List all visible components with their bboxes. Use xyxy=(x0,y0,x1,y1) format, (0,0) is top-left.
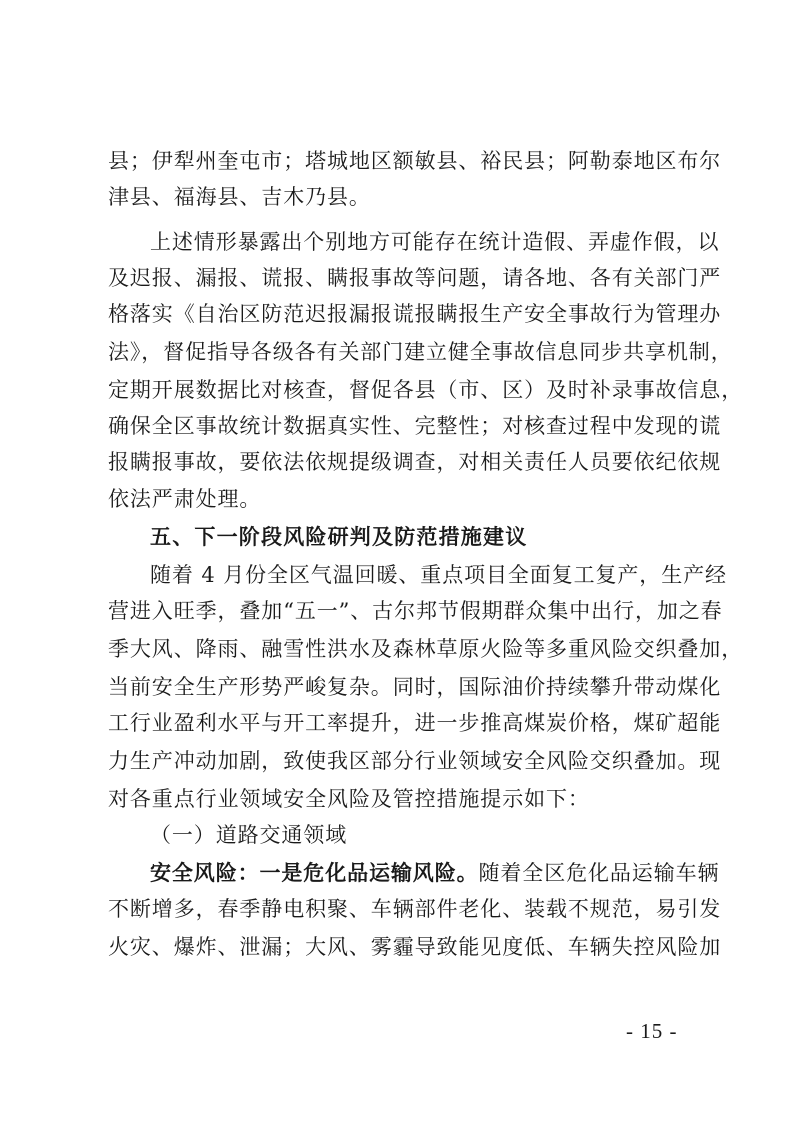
paragraph-line: 定期开展数据比对核查，督促各县（市、区）及时补录事故信息， xyxy=(108,378,744,402)
paragraph-line: 火灾、爆炸、泄漏；大风、雾霾导致能见度低、车辆失控风险加 xyxy=(108,935,722,959)
paragraph-line: 报瞒报事故，要依法依规提级调查，对相关责任人员要依纪依规 xyxy=(108,450,722,474)
paragraph-line xyxy=(150,860,720,886)
paragraph-line: 上述情形暴露出个别地方可能存在统计造假、弄虚作假，以 xyxy=(150,230,720,254)
paragraph-line: 确保全区事故统计数据真实性、完整性；对核查过程中发现的谎 xyxy=(108,414,722,438)
paragraph-line: 县；伊犁州奎屯市；塔城地区额敏县、裕民县；阿勒泰地区布尔 xyxy=(108,149,722,173)
paragraph-line: 工行业盈利水平与开工率提升，进一步推高煤炭价格，煤矿超能 xyxy=(108,711,722,735)
paragraph-line: 对各重点行业领域安全风险及管控措施提示如下： xyxy=(108,787,590,811)
paragraph-line: 季大风、降雨、融雪性洪水及森林草原火险等多重风险交织叠加， xyxy=(108,637,744,661)
section-heading: 五、下一阶段风险研判及防范措施建议 xyxy=(150,525,528,549)
paragraph-line: 格落实《自治区防范迟报漏报谎报瞒报生产安全事故行为管理办 xyxy=(108,302,722,326)
page-number: - 15 - xyxy=(626,1019,678,1043)
risk-lead-text: 安全风险：一是危化品运输风险。 xyxy=(150,861,479,885)
paragraph-line: 不断增多，春季静电积聚、车辆部件老化、装载不规范，易引发 xyxy=(108,897,722,921)
paragraph-line: 法》，督促指导各级各有关部门建立健全事故信息同步共享机制， xyxy=(108,340,733,364)
paragraph-line: 依法严肃处理。 xyxy=(108,487,262,511)
paragraph-line: 当前安全生产形势严峻复杂。同时，国际油价持续攀升带动煤化 xyxy=(108,675,722,699)
subsection-heading: （一）道路交通领域 xyxy=(150,823,348,847)
paragraph-line: 随着 4 月份全区气温回暖、重点项目全面复工复产，生产经 xyxy=(150,563,727,587)
paragraph-line: 力生产冲动加剧，致使我区部分行业领域安全风险交织叠加。现 xyxy=(108,749,722,773)
paragraph-line: 营进入旺季，叠加“五一”、古尔邦节假期群众集中出行，加之春 xyxy=(108,599,723,623)
risk-body-text: 随着全区危化品运输车辆 xyxy=(478,861,720,885)
paragraph-line: 及迟报、漏报、谎报、瞒报事故等问题，请各地、各有关部门严 xyxy=(108,266,722,290)
paragraph-line: 津县、福海县、吉木乃县。 xyxy=(108,185,371,209)
